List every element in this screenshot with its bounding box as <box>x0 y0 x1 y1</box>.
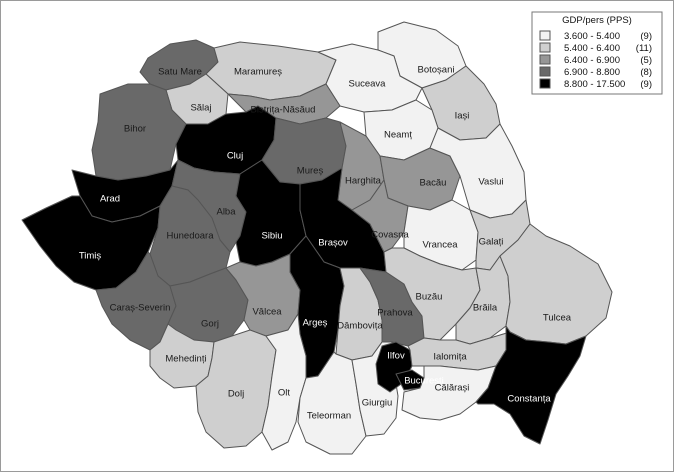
county-label-covasna: Covasna <box>371 229 409 241</box>
county-label-cluj: Cluj <box>226 150 244 162</box>
legend-count-5: (9) <box>640 79 652 90</box>
county-label-brasov: Brașov <box>318 237 348 249</box>
county-label-iasi: Iași <box>454 110 470 122</box>
legend <box>532 12 662 94</box>
county-label-alba: Alba <box>216 206 236 218</box>
legend-range-1: 3.600 - 5.400 <box>564 31 620 42</box>
county-label-olt: Olt <box>277 387 291 399</box>
county-label-neamt: Neamț <box>384 129 412 141</box>
county-label-salaj: Sălaj <box>190 102 212 114</box>
county-label-arad: Arad <box>99 193 121 205</box>
county-label-caras-severin: Caraș-Severin <box>109 302 171 314</box>
county-label-gorj: Gorj <box>201 318 219 330</box>
legend-title: GDP/pers (PPS) <box>562 15 632 26</box>
legend-range-2: 5.400 - 6.400 <box>564 43 620 54</box>
legend-range-5: 8.800 - 17.500 <box>564 79 626 90</box>
legend-count-4: (8) <box>640 67 652 78</box>
county-label-maramures: Maramureș <box>233 66 283 78</box>
legend-swatch-2 <box>540 43 550 52</box>
legend-swatch-5 <box>540 79 550 88</box>
county-label-teleorman: Teleorman <box>306 410 352 422</box>
county-label-sibiu: Sibiu <box>261 230 283 242</box>
county-label-arges: Argeș <box>302 317 328 329</box>
county-label-satu-mare: Satu Mare <box>158 66 202 78</box>
county-label-dolj: Dolj <box>227 388 245 400</box>
legend-swatch-1 <box>540 31 550 40</box>
county-tulcea <box>500 224 612 344</box>
county-label-suceava: Suceava <box>348 78 386 90</box>
county-label-braila: Brăila <box>472 302 498 314</box>
county-label-buzau: Buzău <box>415 291 443 303</box>
county-label-prahova: Prahova <box>377 307 413 319</box>
legend-swatch-3 <box>540 55 550 64</box>
county-label-timis: Timiș <box>78 250 102 262</box>
counties-layer <box>22 22 612 454</box>
county-label-ialomita: Ialomița <box>433 351 467 363</box>
county-label-tulcea: Tulcea <box>542 312 572 324</box>
county-label-bihor: Bihor <box>123 123 147 135</box>
legend-count-1: (9) <box>640 31 652 42</box>
county-label-valcea: Vâlcea <box>252 306 282 318</box>
county-label-bacau: Bacău <box>419 177 447 189</box>
county-label-vrancea: Vrancea <box>422 239 458 251</box>
county-label-bistrita-nasaud: Bistrița-Năsăud <box>250 104 316 116</box>
county-label-mures: Mureș <box>296 165 324 177</box>
county-label-constanta: Constanța <box>507 393 551 405</box>
county-label-ilfov: Ilfov <box>387 350 405 362</box>
legend-count-3: (5) <box>640 55 652 66</box>
legend-range-4: 6.900 - 8.800 <box>564 67 620 78</box>
county-label-calarasi: Călărași <box>434 382 470 394</box>
county-label-hunedoara: Hunedoara <box>166 230 214 242</box>
county-label-mehedinti: Mehedinți <box>165 353 207 365</box>
county-label-dambovita: Dâmbovița <box>337 320 383 332</box>
county-label-vaslui: Vaslui <box>478 176 504 188</box>
county-label-galati: Galați <box>478 236 504 248</box>
legend-swatch-4 <box>540 67 550 76</box>
legend-count-2: (11) <box>635 43 652 54</box>
legend-range-3: 6.400 - 6.900 <box>564 55 620 66</box>
county-label-giurgiu: Giurgiu <box>361 397 393 409</box>
county-label-harghita: Harghita <box>345 175 381 187</box>
county-label-botosani: Botoșani <box>417 64 455 76</box>
county-label-bucuresti: București <box>404 375 444 387</box>
